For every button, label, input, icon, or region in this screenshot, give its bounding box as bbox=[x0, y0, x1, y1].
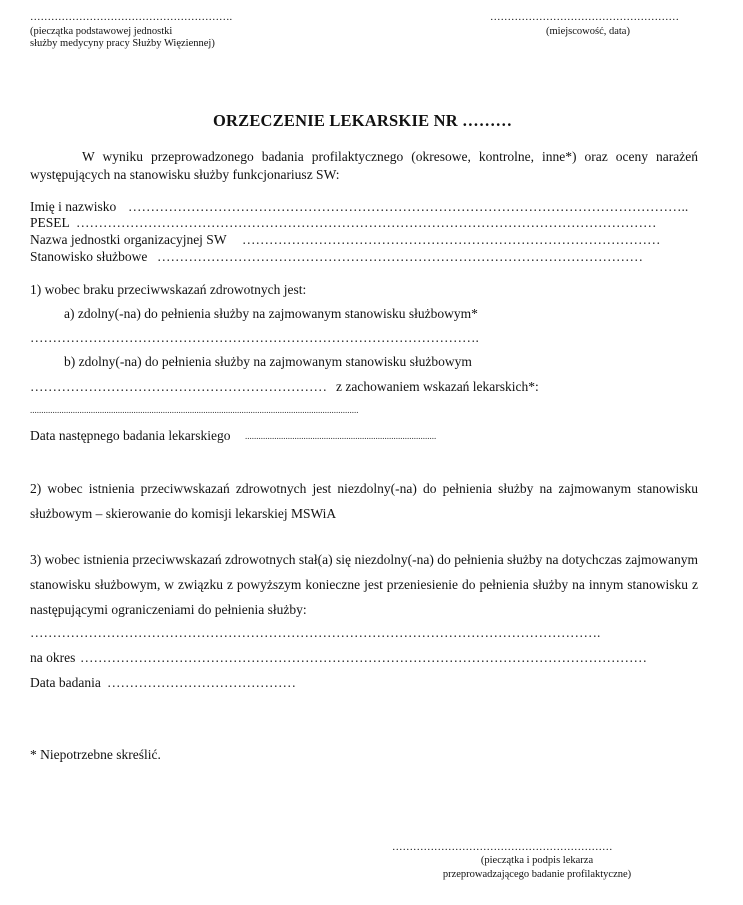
exam-date-dots[interactable]: …………………………………… bbox=[107, 675, 296, 690]
period-dots[interactable]: ……………………………………………………………………………………………………………… bbox=[80, 650, 647, 665]
footnote: * Niepotrzebne skreślić. bbox=[30, 747, 161, 762]
stamp-caption-line-2: służby medycyny pracy Służby Więziennej) bbox=[30, 38, 215, 49]
section-2-text: 2) wobec istnienia przeciwwskazań zdrowotnych jest niezdolny(-na) do pełnienia służby na zajmowanym stanowisku służbowym – skierowanie do komisji lekarskiej MSWiA bbox=[30, 481, 698, 521]
signature-caption-line-2: przeprowadzającego badanie profilaktyczne) bbox=[442, 869, 632, 880]
document-title: ORZECZENIE LEKARSKIE NR ……… bbox=[213, 111, 513, 130]
field-unit-label: Nazwa jednostki organizacyjnej SW bbox=[30, 232, 227, 247]
field-name-dots[interactable]: …………………………………………………………………………………………………………….. bbox=[128, 199, 689, 214]
section-1a-text: a) zdolny(-na) do pełnienia służby na zajmowanym stanowisku służbowym* bbox=[64, 306, 478, 321]
section-1b-dots[interactable]: ………………………………………………………… bbox=[30, 379, 327, 394]
field-position-dots[interactable]: ……………………………………………………………………………………………… bbox=[157, 249, 643, 264]
section-1-heading: 1) wobec braku przeciwwskazań zdrowotnych jest: bbox=[30, 282, 307, 297]
period-label: na okres bbox=[30, 650, 76, 665]
section-1a-dots[interactable]: ………………………………………………………………………………………. bbox=[30, 330, 479, 345]
intro-paragraph: W wyniku przeprowadzonego badania profilaktycznego (okresowe, kontrolne, inne*) oraz oceny narażeń występujących na stanowisku służby funkcjonariusz SW: bbox=[30, 149, 698, 182]
section-1b-fine-dots[interactable]: .................................................................................................................................................. bbox=[30, 405, 359, 415]
field-pesel-dots[interactable]: ………………………………………………………………………………………………………………… bbox=[76, 215, 657, 230]
restrictions-dots[interactable]: ………………………………………………………………………………………………………………. bbox=[30, 625, 601, 640]
section-3-text: 3) wobec istnienia przeciwwskazań zdrowotnych stał(a) się niezdolny(-na) do pełnienia służby na dotychczas zajmowanym stanowisku służbowym, w związku z powyższym konieczne jest przeniesienie do pełnienia służby na innym stanowisku z następującymi ograniczeniami do pełnienia służby: bbox=[30, 552, 698, 617]
section-1b-text: b) zdolny(-na) do pełnienia służby na zajmowanym stanowisku służbowym bbox=[64, 354, 472, 369]
stamp-dots-line: …………………………………………………. bbox=[30, 12, 233, 23]
exam-date-label: Data badania bbox=[30, 675, 101, 690]
place-date-caption: (miejscowość, data) bbox=[546, 26, 630, 37]
field-unit-dots[interactable]: ………………………………………………………………………………… bbox=[242, 232, 661, 247]
section-1b-suffix: z zachowaniem wskazań lekarskich*: bbox=[336, 379, 539, 394]
signature-caption-line-1: (pieczątka i podpis lekarza bbox=[480, 855, 594, 866]
signature-dots-line[interactable]: ……………………………………………………… bbox=[392, 842, 613, 853]
next-exam-dots[interactable]: ..................................................................................... bbox=[245, 431, 437, 441]
field-position-label: Stanowisko służbowe bbox=[30, 249, 148, 264]
field-pesel-label: PESEL bbox=[30, 215, 70, 230]
stamp-caption-line-1: (pieczątka podstawowej jednostki bbox=[30, 26, 173, 37]
place-date-dots-line: ……………………………………………… bbox=[490, 12, 679, 23]
field-name-label: Imię i nazwisko bbox=[30, 199, 117, 214]
next-exam-label: Data następnego badania lekarskiego bbox=[30, 428, 231, 443]
